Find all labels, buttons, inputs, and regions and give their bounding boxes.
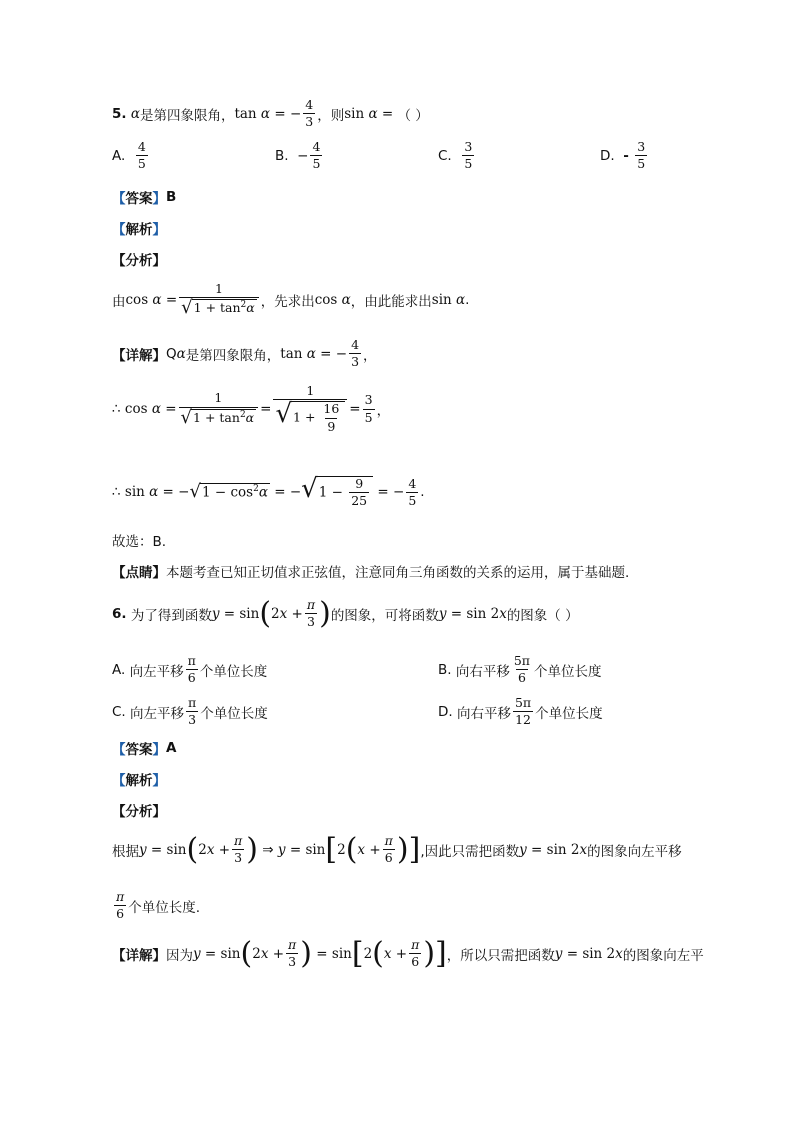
q6-number: 6.: [112, 605, 127, 622]
q5-comment: 【点睛】 本题考查已知正切值求正弦值，注意同角三角函数的关系的运用，属于基础题.: [112, 565, 630, 581]
q6-stem: 6. 为了得到函数 y = sin ( 2 x + $\frac{\pi}{3}$ ) 的图象，可将函数 y = sin 2 x 的图象（ ）: [112, 595, 579, 631]
q5-stem: 5. α 是第四象限角， tan α = − $\frac{4}{3}$ ，则 sin α = （ ）: [112, 97, 429, 130]
q5-choose: 故选：B.: [112, 534, 167, 550]
q6-option-a: A. 向左平移 $\frac{\pi}{6}$ 个单位长度: [112, 653, 268, 686]
q5-answer: 【答案】 B: [112, 189, 177, 207]
q5-option-a: A. $\frac{4}{5}$: [112, 139, 146, 172]
q5-number: 5.: [112, 105, 127, 122]
q5-option-d: D. - $\frac{3}{5}$: [600, 139, 646, 172]
q6-option-b: B. 向右平移 $\frac{5\pi}{6}$ 个单位长度: [438, 653, 602, 686]
q5-detail-sin: ∴ sin α = − √ $1 - \cos^2\alpha$ = − √ 1 − $\frac{9}{25}$ = − $\frac{4}{5}$ .: [112, 474, 425, 509]
q5-fenxi-text: 由 cos α = 1 √ $1 + \tan^2\alpha$ ，先求出 cos α ，由此能求出 sin α .: [112, 281, 470, 319]
q5-detail-cos: ∴ cos α = 1 √ $1 + \tan^2\alpha$ = 1 √ 1 + $\frac{16}{9}$ = $\frac{3}{5}$ ，: [112, 383, 391, 434]
q6-analysis-heading: 【解析】: [112, 773, 166, 789]
q6-fenxi-heading: 【分析】: [112, 804, 166, 820]
q5-option-c: C. $\frac{3}{5}$: [438, 139, 473, 172]
q5-option-b: B. − $\frac{4}{5}$: [275, 139, 321, 172]
q6-answer: 【答案】 A: [112, 740, 177, 758]
q5-analysis-heading: 【解析】: [112, 222, 166, 238]
q6-option-c: C. 向左平移 $\frac{\pi}{3}$ 个单位长度: [112, 695, 268, 728]
q6-fenxi-text: 根据 y = sin ( 2 x + $\frac{\pi}{3}$ ) ⇒ y = sin [ 2 ( x + $\frac{\pi}{6}$ ) ] ,因此只需把函数 y = sin 2 x 的图象向左平移: [112, 831, 682, 867]
q5-blank: （ ）: [397, 107, 429, 124]
q6-detail-line1: 【详解】 因为 y = sin ( 2 x + $\frac{\pi}{3}$ ) = sin [ 2 ( x + $\frac{\pi}{6}$ ) ] ，所以只需把函数 y = sin 2 x 的图象向左平: [112, 935, 704, 971]
q6-fenxi-text-2: $\frac{\pi}{6}$ 个单位长度.: [116, 889, 201, 922]
q5-fenxi-heading: 【分析】: [112, 253, 166, 269]
q5-detail-line1: 【详解】 Q α 是第四象限角， tan α = − $\frac{4}{3}$ ，: [112, 337, 377, 370]
q6-option-d: D. 向右平移 $\frac{5\pi}{12}$ 个单位长度: [438, 695, 603, 728]
